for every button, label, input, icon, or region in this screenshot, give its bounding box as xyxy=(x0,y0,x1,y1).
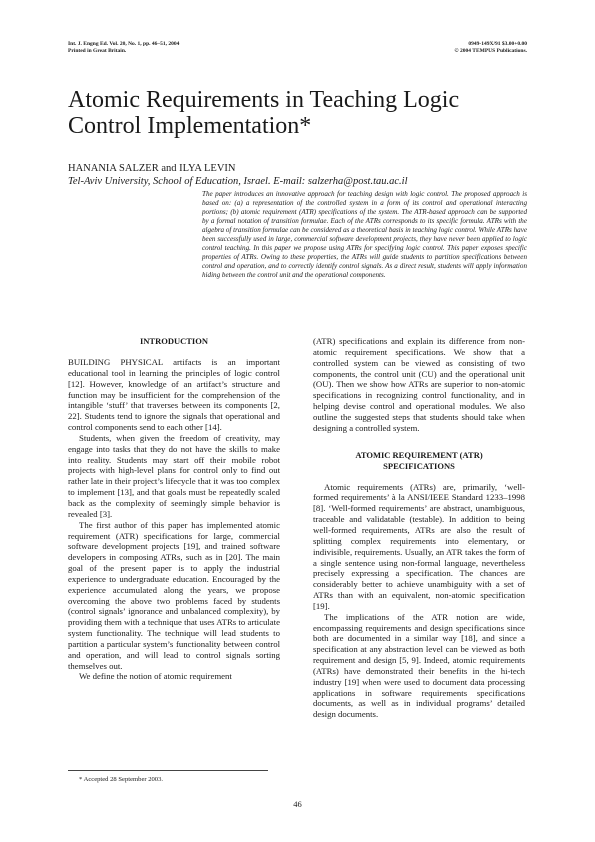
author-affiliation: Tel-Aviv University, School of Education, Israel. E-mail: salzerha@post.tau.ac.il xyxy=(68,176,408,187)
section-heading-atr-specifications xyxy=(313,450,525,472)
paper-title-line-1: Atomic Requirements in Teaching Logic xyxy=(68,87,460,113)
copyright-line: © 2004 TEMPUS Publications. xyxy=(454,48,527,54)
left-column xyxy=(68,336,280,682)
journal-citation xyxy=(68,41,179,55)
printed-in-line: Printed in Great Britain. xyxy=(68,48,127,54)
abstract: The paper introduces an innovative approach for teaching design with logic control. The proposed approach is based on: (a) a representation of the controlled system in a form of its control and operational interacting portions; (b) atomic requirement (ATR) specifications of the system. The ATR-based approach can be supported by a formal notation of transition formulae. Each of the ATRs corresponds to its specific formula. ATRs with the algebra of transition formulae can be considered as a theoretical basis in teaching logic control. While ATRs have been successfully used in large, commercial software development projects, they have never been applied to logic control teaching. In this paper we propose using ATRs for specifying logic control. This paper exposes specific properties of ATRs. Owing to these properties, the ATRs will guide students to partition specifications between control and operation, and to correctly identify control signals. As a direct result, students will apply information hiding between the control unit and the operational components. xyxy=(202,190,527,279)
body-paragraph: Students, when given the freedom of creativity, may engage into tasks that they do not have the skills to make into reality. Students may start off their mobile robot projects with high-level plans for control only to find out rather late in their project’s lifecycle that it was too complex to implement [13], and that goals must be repeatedly scaled back as the complexity of seemingly simple behavior is revealed [3]. xyxy=(68,432,280,519)
section-heading-line: SPECIFICATIONS xyxy=(383,460,455,471)
body-paragraph: The implications of the ATR notion are wide, encompassing requirements and design specifications since both are documented in a similar way [18], and since a specification at any abstraction level can be viewed as both requirement and design [5, 9]. Indeed, atomic requirements (ATRs) have demonstrated their benefits in the hi-tech industry [19] when were used to document data processing applications in software requirements specifications documents, as well as in individual programs’ detailed design documents. xyxy=(313,611,525,720)
page-number: 46 xyxy=(293,799,302,809)
section-heading-line: ATOMIC REQUIREMENT (ATR) xyxy=(355,449,483,460)
right-column xyxy=(313,336,525,720)
paper-title-line-2: Control Implementation* xyxy=(68,113,312,139)
body-paragraph: Atomic requirements (ATRs) are, primarily, ‘well-formed requirements’ à la ANSI/IEEE Standard 1233–1998 [8]. ‘Well-formed requirements’ are abstract, unambiguous, traceable and validatable (testable). In addition to being well-formed requirements, ATRs are also the result of splitting complex requirements into elementary, or indivisible, requirements. Usually, an ATR takes the form of a single sentence using non-formal language, nevertheless precisely expressing a specification. The chances are considerably better to achieve unambiguity with a set of ATRs than with an equivalent, non-atomic specification [19]. xyxy=(313,481,525,611)
body-paragraph: BUILDING PHYSICAL artifacts is an important educational tool in learning the principles of logic control [12]. However, knowledge of an artifact’s structure and function may be insufficient for the comprehension of the intangible ‘stuff’ that traverses between its components [2, 22]. Students tend to ignore the signals that operational and control components send to each other [14]. xyxy=(68,357,280,433)
journal-citation-line: Int. J. Engng Ed. Vol. 20, No. 1, pp. 46–51, 2004 xyxy=(68,41,180,47)
footnote-divider xyxy=(68,770,268,771)
section-heading-introduction: INTRODUCTION xyxy=(139,336,208,346)
issn-price-line: 0949-149X/91 $3.00+0.00 xyxy=(468,41,527,47)
paper-title xyxy=(68,87,538,139)
body-paragraph: The first author of this paper has implemented atomic requirement (ATR) specifications for large, commercial software development projects [19], and trained software developers in composing ATRs, such as in [20]. The main goal of the present paper is to apply the industrial experience to undergraduate education. Encouraged by the experience accumulated along the years, we propose overcoming the above two problems faced by students (control signals’ ignorance and unbalanced complexity), by providing them with a technique that uses ATRs to articulate system functionality. The technique will lead students to partition a particular system’s functionality between control and operation, and will lead to control signals sorting themselves out. xyxy=(68,519,280,671)
footnote: * Accepted 28 September 2003. xyxy=(79,776,164,783)
author-list: HANANIA SALZER and ILYA LEVIN xyxy=(68,163,236,174)
body-paragraph-continued: (ATR) specifications and explain its difference from non-atomic requirement specifications. We show that a controlled system can be viewed as consisting of two components, the control unit (CU) and the operational unit (OU). Then we show how ATRs are superior to non-atomic specifications in recognizing control functionality, and in helping devise control and operational modules. We also outline the suggested steps that students should take when designing a controlled system. xyxy=(313,336,525,433)
body-paragraph: We define the notion of atomic requirement xyxy=(79,671,232,682)
publisher-info xyxy=(455,41,527,55)
